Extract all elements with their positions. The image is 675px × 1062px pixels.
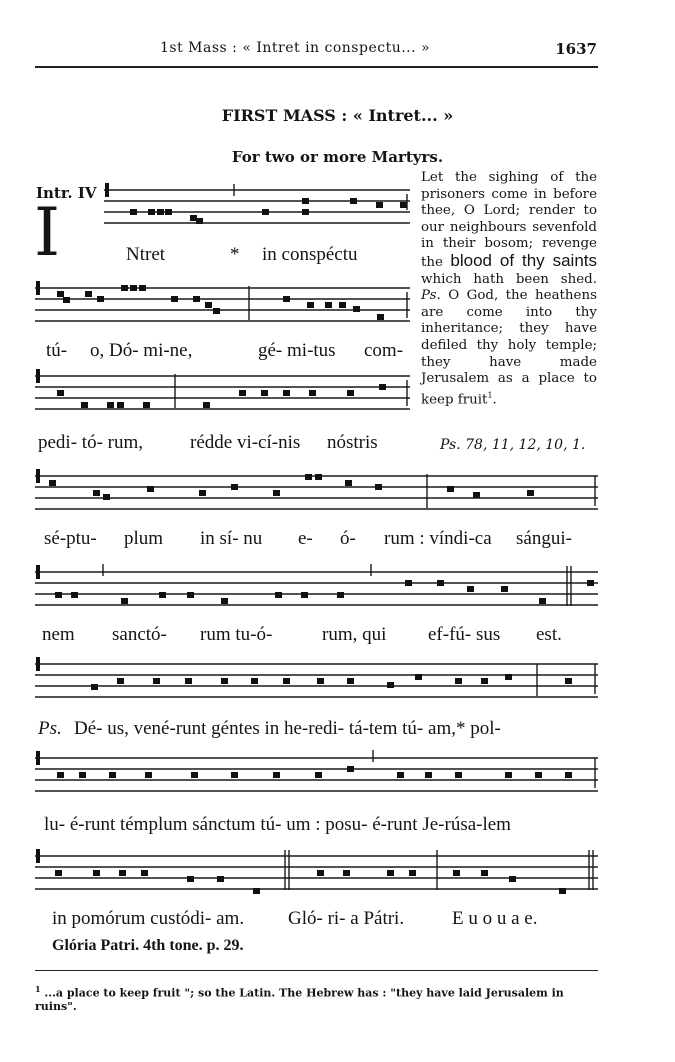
- mass-title: FIRST MASS : « Intret... »: [221, 106, 454, 125]
- psalm-reference: Ps. 78, 11, 12, 10, 1.: [440, 437, 586, 453]
- lyric-syllable: e-: [298, 528, 313, 549]
- footnote: [35, 983, 598, 1013]
- translation-part-2: which hath been shed.: [421, 271, 597, 287]
- lyric-syllable: rédde vi-cí-nis: [190, 432, 301, 453]
- translation-ps-label: Ps.: [421, 288, 441, 304]
- lyric-syllable: Gló- ri- a Pátri.: [288, 908, 405, 929]
- lyric-syllable: nóstris: [327, 432, 378, 453]
- lyric-syllable: tú-: [46, 340, 68, 361]
- lyrics-line-6: [0, 718, 675, 742]
- lyrics-line-2: [0, 340, 420, 364]
- translation-part-1: Let the sighing of the prisoners come in before thee, O Lord; render to our neighbours sevenfold in their bosom; revenge the: [421, 170, 597, 270]
- lyrics-line-5: [0, 624, 675, 648]
- lyric-syllable: rum : víndi-ca: [384, 528, 492, 549]
- lyric-syllable: in sí- nu: [200, 528, 263, 549]
- lyric-syllable: sé-ptu-: [44, 528, 97, 549]
- chant-staff-3: [35, 366, 410, 420]
- chant-staff-1: [104, 180, 410, 234]
- lyric-syllable: ef-fú- sus: [428, 624, 501, 645]
- lyric-syllable: rum tu-ó-: [200, 624, 273, 645]
- chant-staff-5: [35, 562, 598, 616]
- lyric-syllable: sángui-: [516, 528, 572, 549]
- lyric-syllable: sanctó-: [112, 624, 167, 645]
- header-rule: [35, 66, 598, 68]
- lyric-syllable: ó-: [340, 528, 356, 549]
- lyric-syllable: com-: [364, 340, 404, 361]
- lyric-syllable: E u o u a e.: [452, 908, 538, 929]
- lyrics-line-8: [0, 908, 675, 932]
- lyrics-line-7: [0, 814, 675, 838]
- lyric-syllable: rum, qui: [322, 624, 387, 645]
- lyric-syllable: o, Dó- mi-ne,: [90, 340, 193, 361]
- mass-subtitle: For two or more Martyrs.: [231, 148, 444, 166]
- lyric-syllable: nem: [42, 624, 75, 645]
- translation-end: .: [492, 392, 497, 408]
- translation-emphasis: blood of thy saints: [450, 250, 597, 270]
- psalm-label: Ps.: [38, 718, 62, 739]
- lyric-syllable: gé- mi-tus: [258, 340, 336, 361]
- running-title: 1st Mass : « Intret in conspectu... »: [160, 40, 431, 56]
- lyric-line: Dé- us, vené-runt géntes in he-redi- tá-tem tú- am,* pol-: [74, 718, 501, 739]
- lyrics-line-4: [0, 528, 675, 552]
- lyric-syllable: Ntret: [126, 244, 166, 265]
- translation-part-3: O God, the heathens are come into thy inheritance; they have defiled thy holy temple; they have made Jerusalem as a place to keep fruit: [421, 288, 597, 408]
- lyric-line: lu- é-runt témplum sánctum tú- um : posu- é-runt Je-rúsa-lem: [44, 814, 511, 835]
- lyric-syllable: in conspéctu: [262, 244, 358, 265]
- gloria-reference: Glória Patri. 4th tone. p. 29.: [52, 937, 244, 954]
- initial-letter: I: [34, 194, 61, 271]
- chant-staff-4: [35, 466, 598, 520]
- translation-footnote-mark: 1: [487, 390, 493, 400]
- lyric-syllable: plum: [124, 528, 164, 549]
- chant-staff-6: [35, 654, 598, 708]
- introit-label: Intr. IV: [36, 184, 97, 202]
- chant-staff-8: [35, 846, 598, 900]
- lyrics-line-1: [0, 244, 420, 268]
- page-number: 1637: [555, 40, 597, 58]
- chant-staff-2: [35, 278, 410, 332]
- footnote-text: ...a place to keep fruit "; so the Latin. The Hebrew has : "they have laid Jerusalem in ruins".: [35, 986, 564, 1013]
- footnote-mark: 1: [35, 984, 41, 994]
- lyric-syllable: est.: [536, 624, 562, 645]
- lyric-asterisk: *: [230, 244, 240, 265]
- footnote-rule: [35, 970, 598, 971]
- lyric-syllable: pedi- tó- rum,: [38, 432, 144, 453]
- lyric-syllable: in pomórum custódi- am.: [52, 908, 245, 929]
- lyrics-line-3: [0, 432, 420, 456]
- chant-staff-7: [35, 748, 598, 802]
- english-translation: [421, 170, 597, 409]
